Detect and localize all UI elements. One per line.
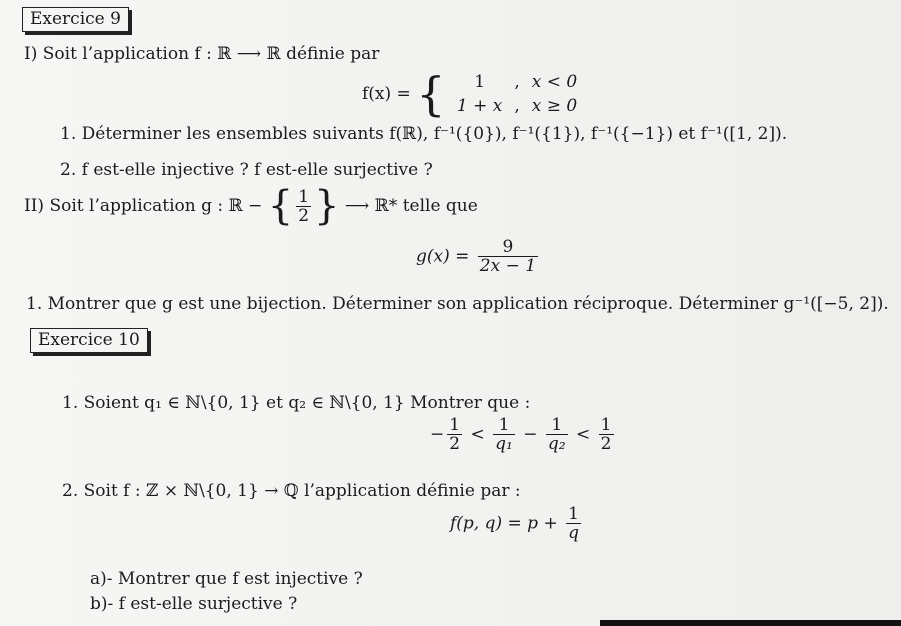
fraction-denominator: 2: [600, 434, 612, 454]
left-brace: {: [416, 67, 446, 121]
fraction-denominator: 2: [298, 205, 310, 226]
fraction-numerator: 1: [449, 415, 461, 435]
set-right-brace: }: [314, 183, 340, 229]
part2-intro-a: II) Soit l’application g : ℝ −: [24, 196, 263, 216]
g-lhs: g(x) =: [416, 246, 470, 267]
case-separator: ,: [514, 96, 520, 116]
fraction-denominator: 2x − 1: [479, 256, 537, 276]
case-row: [451, 94, 583, 118]
fraction-3: [546, 416, 568, 453]
part2-intro-b: ⟶ ℝ* telle que: [344, 196, 478, 216]
page-edge-shadow: [600, 620, 901, 626]
fraction-1: [447, 416, 462, 453]
case-row: [451, 70, 583, 94]
ex9-part1-intro: I) Soit l’application f : ℝ ⟶ ℝ définie par: [24, 44, 380, 64]
less-than-sign: <: [470, 424, 485, 445]
minus-sign: −: [523, 424, 538, 445]
minus-sign: −: [430, 424, 445, 445]
fraction-denominator: q₁: [495, 434, 513, 454]
piecewise-cases: [451, 70, 583, 118]
case2-condition: x ≥ 0: [531, 96, 578, 116]
fraction-numerator: 1: [551, 415, 563, 435]
ex10-inequality: [430, 416, 617, 453]
ex10-fpq-definition: [450, 505, 584, 542]
case2-value: 1 + x: [456, 96, 503, 116]
fraction-2: [493, 416, 515, 453]
ex9-part2-intro: [24, 183, 478, 229]
case1-value: 1: [474, 72, 486, 92]
ex10-question-1: 1. Soient q₁ ∈ ℕ\{0, 1} et q₂ ∈ ℕ\{0, 1} Montrer que :: [62, 393, 531, 413]
fraction-denominator: q: [568, 523, 580, 543]
fraction-denominator: 2: [449, 434, 461, 454]
fraction-numerator: 1: [498, 415, 510, 435]
ex9-f-definition: [362, 67, 583, 121]
fraction-numerator: 1: [600, 415, 612, 435]
ex10-question-2: 2. Soit f : ℤ × ℕ\{0, 1} → ℚ l’application définie par :: [62, 481, 521, 501]
g-fraction: [478, 238, 538, 275]
fraction-4: [599, 416, 614, 453]
ex10-question-b: b)- f est-elle surjective ?: [90, 594, 298, 614]
ex9-g-definition: [416, 238, 541, 275]
ex10-question-a: a)- Montrer que f est injective ?: [90, 569, 363, 589]
half-fraction: [296, 188, 311, 225]
fraction-numerator: 1: [568, 504, 579, 524]
fraction-numerator: 1: [298, 186, 310, 207]
fpq-lhs: f(p, q) = p +: [450, 513, 558, 534]
fraction-numerator: 9: [502, 237, 514, 257]
less-than-sign: <: [576, 424, 591, 445]
fpq-fraction: [566, 505, 581, 542]
ex9-question-3: 1. Montrer que g est une bijection. Déterminer son application réciproque. Déterminer g⁻¹([−5, 2]).: [26, 294, 889, 314]
exercise-9-title: Exercice 9: [22, 7, 129, 32]
case1-condition: x < 0: [531, 72, 578, 92]
fraction-denominator: q₂: [547, 434, 566, 454]
exercise-10-title: Exercice 10: [30, 328, 148, 353]
case-separator: ,: [514, 72, 520, 92]
set-left-brace: {: [267, 183, 294, 229]
ex9-question-1: 1. Déterminer les ensembles suivants f(ℝ), f⁻¹({0}), f⁻¹({1}), f⁻¹({−1}) et f⁻¹([1, 2]).: [60, 124, 788, 144]
f-lhs: f(x) =: [362, 84, 411, 104]
ex9-question-2: 2. f est-elle injective ? f est-elle surjective ?: [60, 160, 433, 180]
